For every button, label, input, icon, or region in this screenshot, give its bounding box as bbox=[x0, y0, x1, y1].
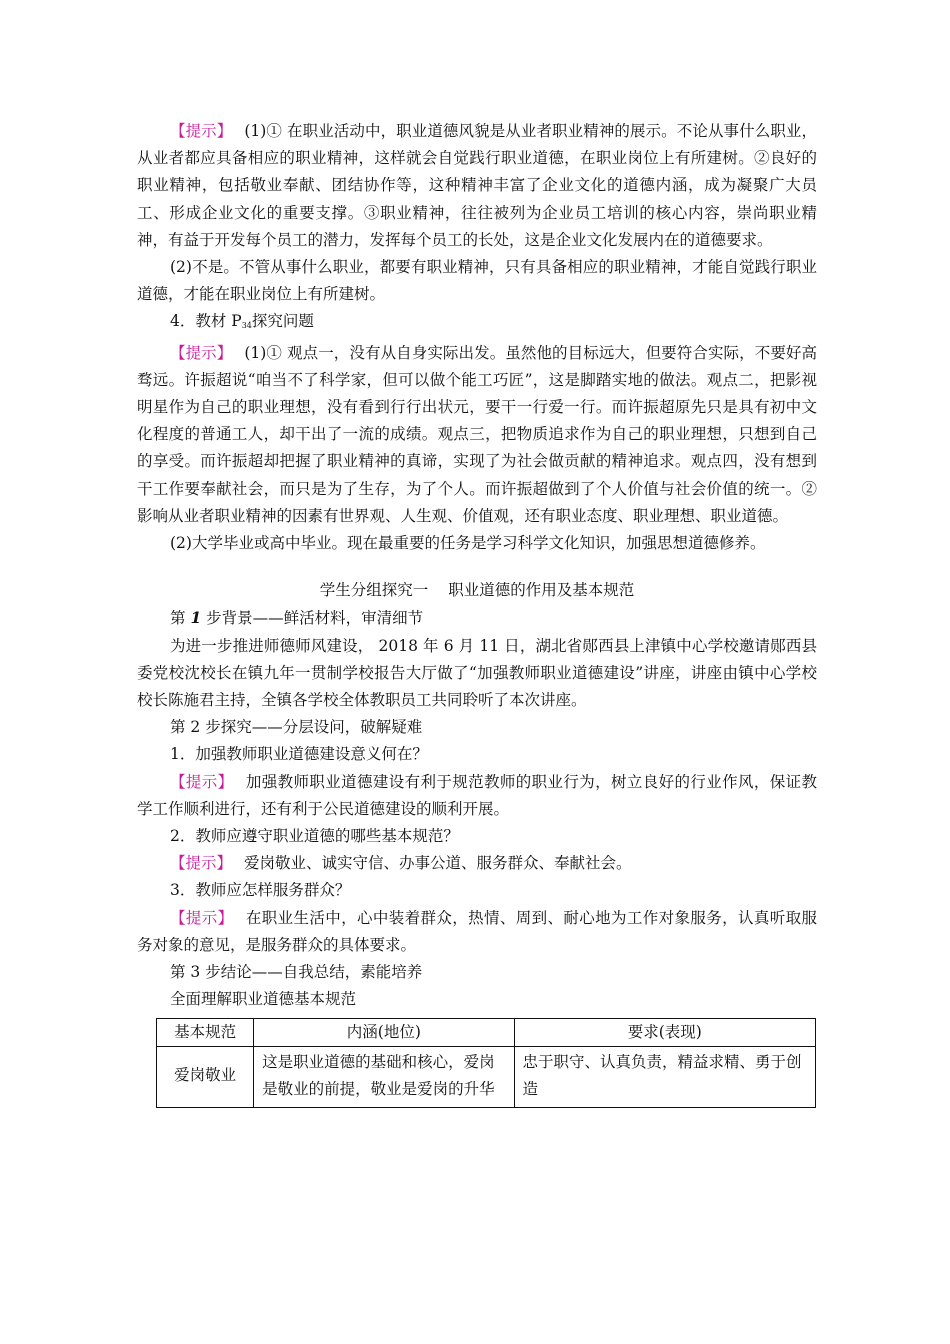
hint-text: 爱岗敬业、诚实守信、办事公道、服务群众、奉献社会。 bbox=[244, 854, 632, 873]
table-cell: 忠于职守、认真负责，精益求精、勇于创造 bbox=[514, 1046, 815, 1107]
step-3-heading: 第 3 步结论——自我总结，素能培养 bbox=[170, 963, 423, 982]
answer-paragraph-a2: (2)不是。不管从事什么职业，都要有职业精神，只有具备相应的职业精神，才能自觉践行职业道德，才能在职业岗位上有所建树。 bbox=[137, 258, 817, 304]
step-1-heading: 第 1 步背景——鲜活材料，审清细节 bbox=[170, 608, 424, 628]
document-body bbox=[137, 118, 817, 1108]
norms-table bbox=[156, 1018, 816, 1108]
question-2: 2．教师应遵守职业道德的哪些基本规范？ bbox=[170, 827, 459, 846]
table-header-cell: 内涵(地位) bbox=[254, 1018, 514, 1046]
hint-text: 加强教师职业道德建设有利于规范教师的职业行为，树立良好的行业作风，保证教学工作顺利进行，还有利于公民道德建设的顺利开展。 bbox=[137, 772, 817, 818]
table-row bbox=[157, 1046, 816, 1107]
hint-paragraph-a1 bbox=[137, 118, 817, 254]
hint-text: (1)① 观点一，没有从自身实际出发。虽然他的目标远大，但要符合实际，不要好高骛远。许振超说“咱当不了科学家，但可以做个能工巧匠”，这是脚踏实地的做法。观点二，把影视明星作为自己的职业理想，没有看到行行出状元，要干一行爱一行。而许振超原先只是具有初中文化程度的普通工人，却干出了一流的成绩。观点三，把物质追求作为自己的职业理想，只想到自己的享受。而许振超却把握了职业精神的真谛，实现了为社会做贡献的精神追求。观点四，没有想到干工作要奉献社会，而只是为了生存，为了个人。而许振超做到了个人价值与社会价值的统一。②影响从业者职业精神的因素有世界观、人生观、价值观，还有职业态度、职业理想、职业道德。 bbox=[137, 343, 817, 525]
hint-label: 【提示】 bbox=[170, 854, 233, 873]
hint-paragraph-4-1 bbox=[137, 340, 817, 530]
hint-text: (1)① 在职业活动中，职业道德风貌是从业者职业精神的展示。不论从事什么职业，从业者都应具备相应的职业精神，这样就会自觉践行职业道德，在职业岗位上有所建树。②良好的职业精神，包括敬业奉献、团结协作等，这种精神丰富了企业文化的道德内涵，成为凝聚广大员工、形成企业文化的重要支撑。③职业精神，往往被列为企业员工培训的核心内容，崇尚职业精神，有益于开发每个员工的潜力，发挥每个员工的长处，这是企业文化发展内在的道德要求。 bbox=[137, 122, 817, 249]
background-paragraph: 为进一步推进师德师风建设， 2018 年 6 月 11 日，湖北省郧西县上津镇中心学校邀请郧西县委党校沈校长在镇九年一贯制学校报告大厅做了“加强教师职业道德建设”讲座，讲座由镇中心学校校长陈施君主持，全镇各学校全体教职员工共同聆听了本次讲座。 bbox=[137, 636, 817, 710]
hint-answer-1 bbox=[137, 769, 817, 823]
question-3: 3．教师应怎样服务群众？ bbox=[170, 881, 351, 900]
hint-label: 【提示】 bbox=[170, 908, 234, 927]
step-2-heading: 第 2 步探究——分层设问，破解疑难 bbox=[170, 718, 423, 737]
hint-answer-2 bbox=[137, 850, 817, 877]
section-4-heading: 4．教材 $P_{34}$探究问题 bbox=[170, 312, 314, 331]
table-cell: 这是职业道德的基础和核心，爱岗是敬业的前提，敬业是爱岗的升华 bbox=[254, 1046, 514, 1107]
section-title: 学生分组探究一 职业道德的作用及基本规范 bbox=[319, 581, 635, 600]
answer-paragraph-4-2: (2)大学毕业或高中毕业。现在最重要的任务是学习科学文化知识，加强思想道德修养。 bbox=[170, 534, 766, 553]
table-header-row bbox=[157, 1018, 816, 1046]
question-1: 1．加强教师职业道德建设意义何在？ bbox=[170, 745, 428, 764]
hint-label: 【提示】 bbox=[170, 343, 233, 362]
hint-label: 【提示】 bbox=[170, 122, 233, 140]
table-caption: 全面理解职业道德基本规范 bbox=[170, 990, 357, 1009]
hint-answer-3 bbox=[137, 905, 817, 959]
hint-label: 【提示】 bbox=[170, 772, 234, 791]
table-header-cell: 要求(表现) bbox=[514, 1018, 815, 1046]
hint-text: 在职业生活中，心中装着群众，热情、周到、耐心地为工作对象服务，认真听取服务对象的意见，是服务群众的具体要求。 bbox=[137, 908, 817, 954]
table-header-cell: 基本规范 bbox=[157, 1018, 254, 1046]
table-cell: 爱岗敬业 bbox=[157, 1046, 254, 1107]
